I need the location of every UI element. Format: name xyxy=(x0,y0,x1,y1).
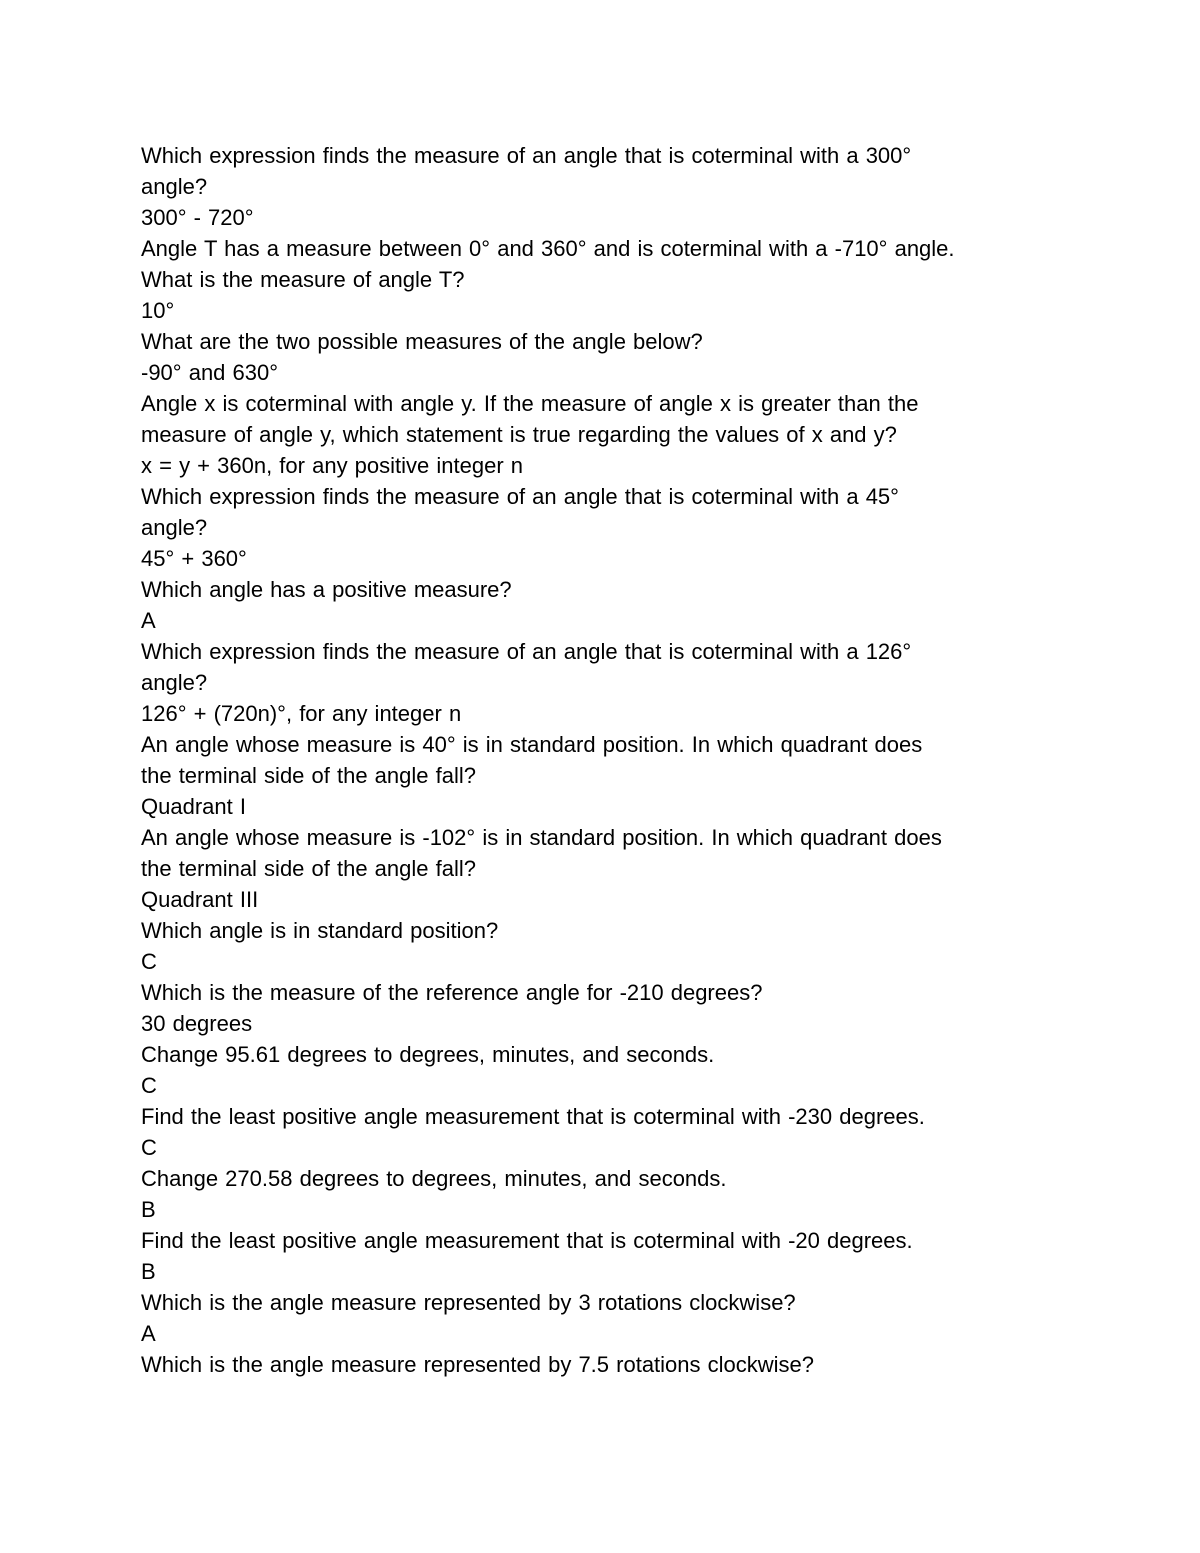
question-line: angle? xyxy=(141,174,208,199)
question-line: Find the least positive angle measurement that is coterminal with -20 degrees. xyxy=(141,1228,913,1253)
question-line: An angle whose measure is 40° is in standard position. In which quadrant does xyxy=(141,732,923,757)
question-line: What are the two possible measures of the angle below? xyxy=(141,329,703,354)
answer-line: 126° + (720n)°, for any integer n xyxy=(141,701,462,726)
question-line: measure of angle y, which statement is true regarding the values of x and y? xyxy=(141,422,897,447)
answer-line: 300° - 720° xyxy=(141,205,254,230)
question-line: Angle x is coterminal with angle y. If the measure of angle x is greater than the xyxy=(141,391,919,416)
answer-line: C xyxy=(141,1135,157,1160)
answer-line: x = y + 360n, for any positive integer n xyxy=(141,453,524,478)
question-line: Angle T has a measure between 0° and 360° and is coterminal with a -710° angle. xyxy=(141,236,955,261)
question-line: Which angle is in standard position? xyxy=(141,918,499,943)
question-line: Change 270.58 degrees to degrees, minutes, and seconds. xyxy=(141,1166,727,1191)
answer-line: Quadrant III xyxy=(141,887,259,912)
question-line: angle? xyxy=(141,670,208,695)
question-line: angle? xyxy=(141,515,208,540)
answer-line: 10° xyxy=(141,298,175,323)
answer-line: A xyxy=(141,608,156,633)
question-line: Which expression finds the measure of an angle that is coterminal with a 45° xyxy=(141,484,899,509)
question-line: Which expression finds the measure of an angle that is coterminal with a 126° xyxy=(141,639,912,664)
question-line: Find the least positive angle measurement that is coterminal with -230 degrees. xyxy=(141,1104,925,1129)
question-line: the terminal side of the angle fall? xyxy=(141,763,476,788)
answer-line: Quadrant I xyxy=(141,794,246,819)
answer-line: B xyxy=(141,1259,156,1284)
answer-line: 45° + 360° xyxy=(141,546,247,571)
answer-line: 30 degrees xyxy=(141,1011,253,1036)
answer-line: C xyxy=(141,1073,157,1098)
question-line: Which expression finds the measure of an angle that is coterminal with a 300° xyxy=(141,143,912,168)
question-line: An angle whose measure is -102° is in standard position. In which quadrant does xyxy=(141,825,942,850)
document-body xyxy=(141,140,1061,1380)
question-line: Which is the angle measure represented by 7.5 rotations clockwise? xyxy=(141,1352,815,1377)
question-line: What is the measure of angle T? xyxy=(141,267,465,292)
question-line: Which is the measure of the reference angle for -210 degrees? xyxy=(141,980,763,1005)
question-line: Change 95.61 degrees to degrees, minutes, and seconds. xyxy=(141,1042,715,1067)
answer-line: A xyxy=(141,1321,156,1346)
answer-line: C xyxy=(141,949,157,974)
question-line: Which angle has a positive measure? xyxy=(141,577,512,602)
answer-line: -90° and 630° xyxy=(141,360,279,385)
question-line: Which is the angle measure represented by 3 rotations clockwise? xyxy=(141,1290,796,1315)
question-line: the terminal side of the angle fall? xyxy=(141,856,476,881)
answer-line: B xyxy=(141,1197,156,1222)
